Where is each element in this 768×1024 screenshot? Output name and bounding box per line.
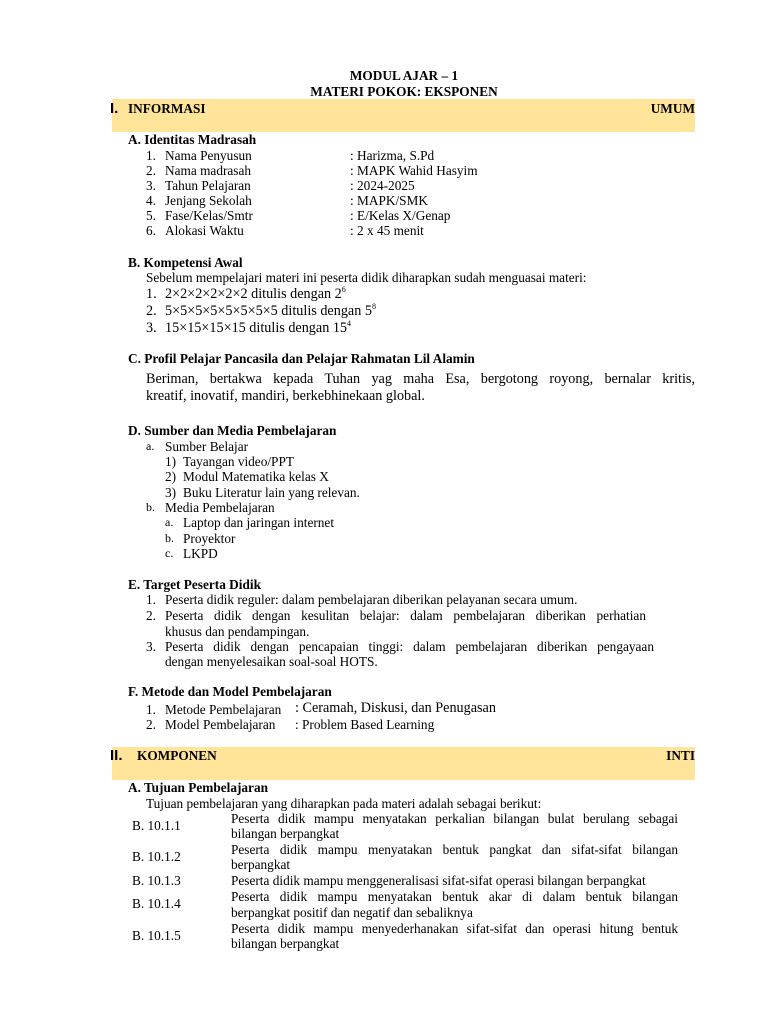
sumber-heading: D. Sumber dan Media Pembelajaran [128,423,337,438]
objective-code: B. 10.1.1 [132,818,181,833]
target-heading: E. Target Peserta Didik [128,577,261,592]
list-number: 3. [146,320,157,336]
list-letter: c. [165,546,174,560]
field-value: : 2 x 45 menit [350,223,424,238]
profil-heading: C. Profil Pelajar Pancasila dan Pelajar Rahmatan Lil Alamin [128,351,475,366]
list-item: Buku Literatur lain yang relevan. [183,485,360,500]
objective-code: B. 10.1.5 [132,928,181,943]
field-label: Nama madrasah [165,163,252,178]
list-number: 1) [165,454,177,469]
sub-heading: Sumber Belajar [165,439,249,454]
list-number: 6. [146,223,156,238]
list-number: 2) [165,469,177,484]
field-label: Model Pembelajaran [165,717,276,732]
tujuan-intro: Tujuan pembelajaran yang diharapkan pada materi adalah sebagai berikut: [146,796,542,811]
list-letter: b. [165,531,174,545]
identitas-heading: A. Identitas Madrasah [128,132,257,147]
list-item-line1: Peserta didik dengan kesulitan belajar: dalam pembelajaran diberikan perhatian [165,608,646,623]
list-number: 2. [146,717,156,732]
objective-text-line2: berpangkat positif dan negatif dan sebaliknya [231,905,473,920]
list-item: Modul Matematika kelas X [183,469,329,484]
list-letter: a. [146,439,155,453]
sub-heading: Media Pembelajaran [165,500,275,515]
field-value: : Harizma, S.Pd [350,148,435,163]
list-number: 2. [146,608,156,623]
list-item: Proyektor [183,531,236,546]
list-item: 2×2×2×2×2×2 ditulis dengan $2^6$ [165,285,346,302]
field-label: Alokasi Waktu [165,223,244,238]
list-number: 1. [146,286,157,302]
objective-code: B. 10.1.4 [132,896,181,911]
objective-text-line2: berpangkat [231,857,291,872]
field-value: : Problem Based Learning [295,717,435,732]
list-item-line2: dengan menyelesaikan soal-soal HOTS. [165,654,378,669]
list-item-line2: khusus dan pendampingan. [165,624,310,639]
list-number: 3) [165,485,177,500]
objective-text-line1: Peserta didik mampu menggeneralisasi sifat-sifat operasi bilangan berpangkat [231,873,646,888]
section-title-left: KOMPONEN [137,748,217,763]
kompetensi-heading: B. Kompetensi Awal [128,255,243,270]
objective-code: B. 10.1.2 [132,849,181,864]
list-item: Laptop dan jaringan internet [183,515,335,530]
list-item: 5×5×5×5×5×5×5×5 ditulis dengan $5^8$ [165,302,376,319]
list-item-line1: Peserta didik dengan pencapaian tinggi: dalam pembelajaran diberikan pengayaan [165,639,654,654]
module-title: MODUL AJAR – 1 [349,68,459,83]
list-number: 1. [146,592,156,607]
field-label: Nama Penyusun [165,148,252,163]
list-number: 3. [146,639,156,654]
section-title-right: UMUM [650,101,695,116]
tujuan-heading: A. Tujuan Pembelajaran [128,780,269,795]
field-value: : MAPK/SMK [350,193,428,208]
profil-text-line1: Beriman, bertakwa kepada Tuhan yag maha Esa, bergotong royong, bernalar kritis, [146,371,695,387]
list-number: 1. [146,702,156,717]
field-label: Jenjang Sekolah [165,193,252,208]
objective-text-line1: Peserta didik mampu menyatakan bentuk akar di dalam bentuk bilangan [231,889,678,904]
objective-text-line1: Peserta didik mampu menyatakan bentuk pangkat dan sifat-sifat bilangan [231,842,678,857]
list-number: 2. [146,163,156,178]
field-label: Tahun Pelajaran [165,178,251,193]
objective-text-line1: Peserta didik mampu menyederhanakan sifat-sifat dan operasi hitung bentuk [231,921,678,936]
field-value: : Ceramah, Diskusi, dan Penugasan [295,700,496,716]
list-item: LKPD [183,546,218,561]
list-number: 3. [146,178,156,193]
list-letter: a. [165,515,174,529]
module-subtitle: MATERI POKOK: EKSPONEN [310,84,498,99]
list-letter: b. [146,500,155,514]
list-item: 15×15×15×15 ditulis dengan $15^4$ [165,319,352,336]
field-value: : E/Kelas X/Genap [350,208,451,223]
field-value: : 2024-2025 [350,178,415,193]
field-label: Metode Pembelajaran [165,702,282,717]
objective-code: B. 10.1.3 [132,873,181,888]
list-number: 5. [146,208,156,223]
section-number: I. [110,100,119,117]
kompetensi-intro: Sebelum mempelajari materi ini peserta didik diharapkan sudah menguasai materi: [146,270,587,285]
section-title-left: INFORMASI [128,101,206,116]
list-number: 1. [146,148,156,163]
objective-text-line2: bilangan berpangkat [231,936,340,951]
profil-text-line2: kreatif, inovatif, mandiri, berkebhinekaan global. [146,388,425,404]
section-title-right: INTI [666,748,695,763]
field-value: : MAPK Wahid Hasyim [350,163,478,178]
list-number: 2. [146,303,157,319]
field-label: Fase/Kelas/Smtr [165,208,253,223]
section-number: II. [110,747,123,764]
list-item: Peserta didik reguler: dalam pembelajaran diberikan pelayanan secara umum. [165,592,578,607]
list-item: Tayangan video/PPT [183,454,294,469]
objective-text-line1: Peserta didik mampu menyatakan perkalian bilangan bulat berulang sebagai [231,811,678,826]
metode-heading: F. Metode dan Model Pembelajaran [128,684,332,699]
objective-text-line2: bilangan berpangkat [231,826,340,841]
list-number: 4. [146,193,156,208]
